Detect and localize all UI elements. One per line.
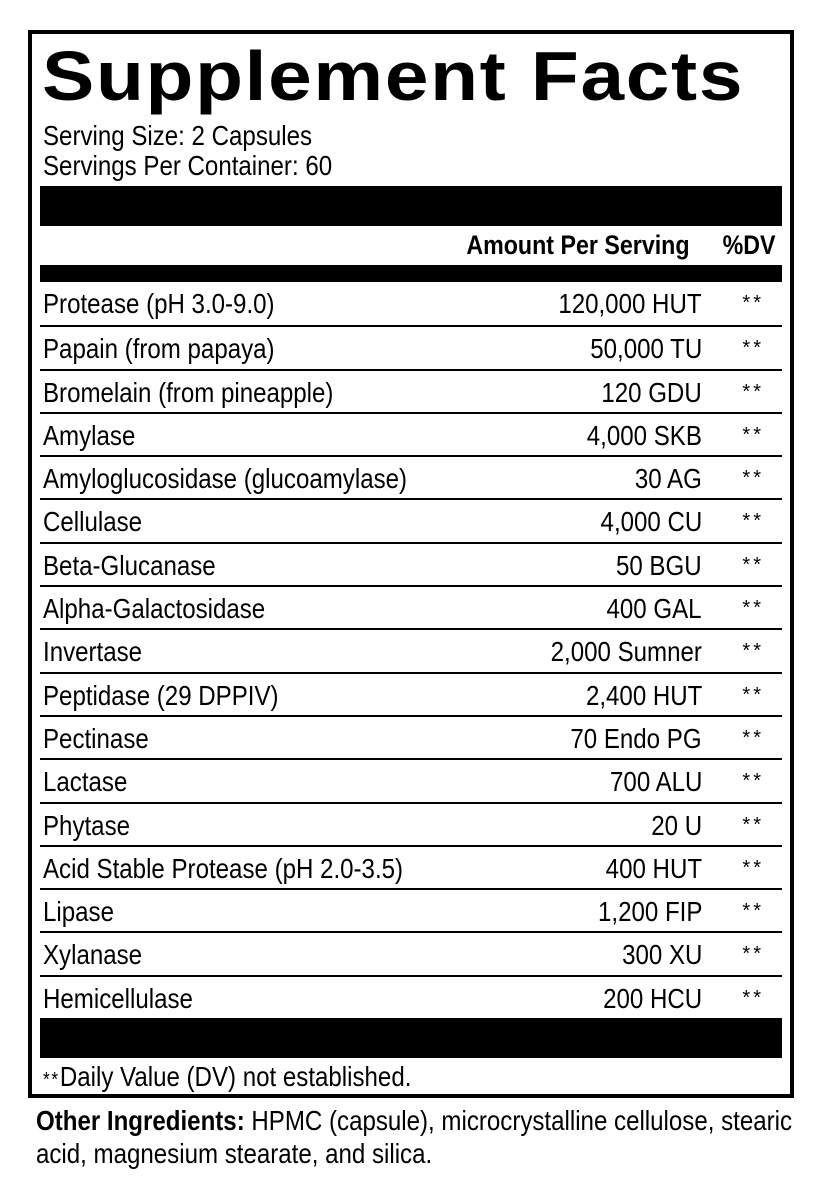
thick-divider-header [40, 265, 782, 282]
table-row [40, 585, 782, 628]
ingredient-dv: ** [742, 510, 764, 533]
footnote-marker: ** [43, 1069, 60, 1091]
ingredient-name: Hemicellulase [43, 982, 193, 1014]
ingredient-name: Lactase [43, 766, 128, 798]
ingredient-amount: 4,000 SKB [586, 419, 702, 451]
ingredient-name: Acid Stable Protease (pH 2.0-3.5) [43, 852, 404, 884]
table-row [40, 455, 782, 498]
ingredient-dv: ** [742, 337, 764, 360]
ingredient-dv: ** [742, 597, 764, 620]
ingredient-dv: ** [742, 856, 764, 879]
ingredient-name: Lipase [43, 896, 114, 928]
ingredient-dv: ** [742, 553, 764, 576]
dv-footnote [43, 1061, 411, 1096]
table-row [40, 758, 782, 801]
table-row [40, 975, 782, 1018]
ingredient-name: Alpha-Galactosidase [43, 593, 266, 625]
table-row [40, 845, 782, 888]
ingredient-name: Bromelain (from pineapple) [43, 376, 334, 408]
table-row [40, 325, 782, 368]
ingredient-name: Peptidase (29 DPPIV) [43, 679, 279, 711]
ingredient-amount: 200 HCU [602, 982, 702, 1014]
ingredient-name: Beta-Glucanase [43, 549, 216, 581]
ingredient-name: Cellulase [43, 506, 143, 538]
other-ingredients [36, 1104, 810, 1170]
ingredient-amount: 2,400 HUT [585, 679, 702, 711]
ingredient-dv: ** [742, 770, 764, 793]
ingredient-dv: ** [742, 900, 764, 923]
ingredient-amount: 2,000 Sumner [550, 636, 702, 668]
table-row [40, 888, 782, 931]
supplement-facts-panel [28, 30, 794, 1098]
table-row [40, 282, 782, 325]
ingredient-name: Phytase [43, 809, 131, 841]
ingredient-amount: 50,000 TU [589, 333, 702, 365]
other-ingredients-label: Other Ingredients: [36, 1105, 245, 1136]
table-row [40, 931, 782, 974]
ingredient-dv: ** [742, 380, 764, 403]
ingredient-dv: ** [742, 467, 764, 490]
ingredient-amount: 70 Endo PG [570, 722, 702, 754]
table-row [40, 802, 782, 845]
ingredient-amount: 120,000 HUT [558, 288, 702, 319]
table-row [40, 412, 782, 455]
ingredient-dv: ** [742, 986, 764, 1009]
amount-per-serving-header: Amount Per Serving [466, 230, 690, 260]
ingredient-amount: 400 HUT [605, 852, 702, 884]
footnote-text: Daily Value (DV) not established. [59, 1061, 412, 1092]
ingredient-amount: 50 BGU [616, 549, 702, 581]
ingredient-dv: ** [742, 683, 764, 706]
table-row [40, 369, 782, 412]
ingredient-name: Pectinase [43, 722, 149, 754]
table-row [40, 715, 782, 758]
panel-title: Supplement Facts [42, 37, 745, 115]
ingredient-amount: 120 GDU [601, 376, 702, 408]
table-row [40, 498, 782, 541]
ingredient-name: Amyloglucosidase (glucoamylase) [43, 463, 408, 495]
ingredient-name: Amylase [43, 419, 136, 451]
dv-header: %DV [723, 230, 776, 260]
ingredient-dv: ** [742, 423, 764, 446]
ingredient-name: Protease (pH 3.0-9.0) [43, 288, 275, 319]
other-ingredients-text: HPMC (capsule), microcrystalline cellulose, stearic acid, magnesium stearate, and silica. [36, 1105, 793, 1169]
ingredient-amount: 30 AG [635, 463, 702, 495]
servings-per-container: Servings Per Container: 60 [43, 150, 333, 181]
ingredient-dv: ** [742, 292, 764, 314]
ingredient-table [40, 282, 782, 1018]
thick-divider-bottom [40, 1018, 782, 1058]
table-row [40, 628, 782, 671]
ingredient-dv: ** [742, 813, 764, 836]
ingredient-amount: 4,000 CU [600, 506, 702, 538]
ingredient-amount: 20 U [651, 809, 702, 841]
table-row [40, 672, 782, 715]
ingredient-dv: ** [742, 640, 764, 663]
ingredient-name: Papain (from papaya) [43, 333, 275, 365]
thick-divider-top [40, 186, 782, 226]
ingredient-amount: 400 GAL [606, 593, 702, 625]
serving-size: Serving Size: 2 Capsules [43, 120, 313, 151]
ingredient-name: Invertase [43, 636, 143, 668]
ingredient-amount: 700 ALU [609, 766, 702, 798]
ingredient-amount: 1,200 FIP [597, 896, 702, 928]
table-row [40, 542, 782, 585]
ingredient-dv: ** [742, 726, 764, 749]
ingredient-name: Xylanase [43, 939, 143, 971]
ingredient-dv: ** [742, 943, 764, 966]
ingredient-amount: 300 XU [621, 939, 702, 971]
